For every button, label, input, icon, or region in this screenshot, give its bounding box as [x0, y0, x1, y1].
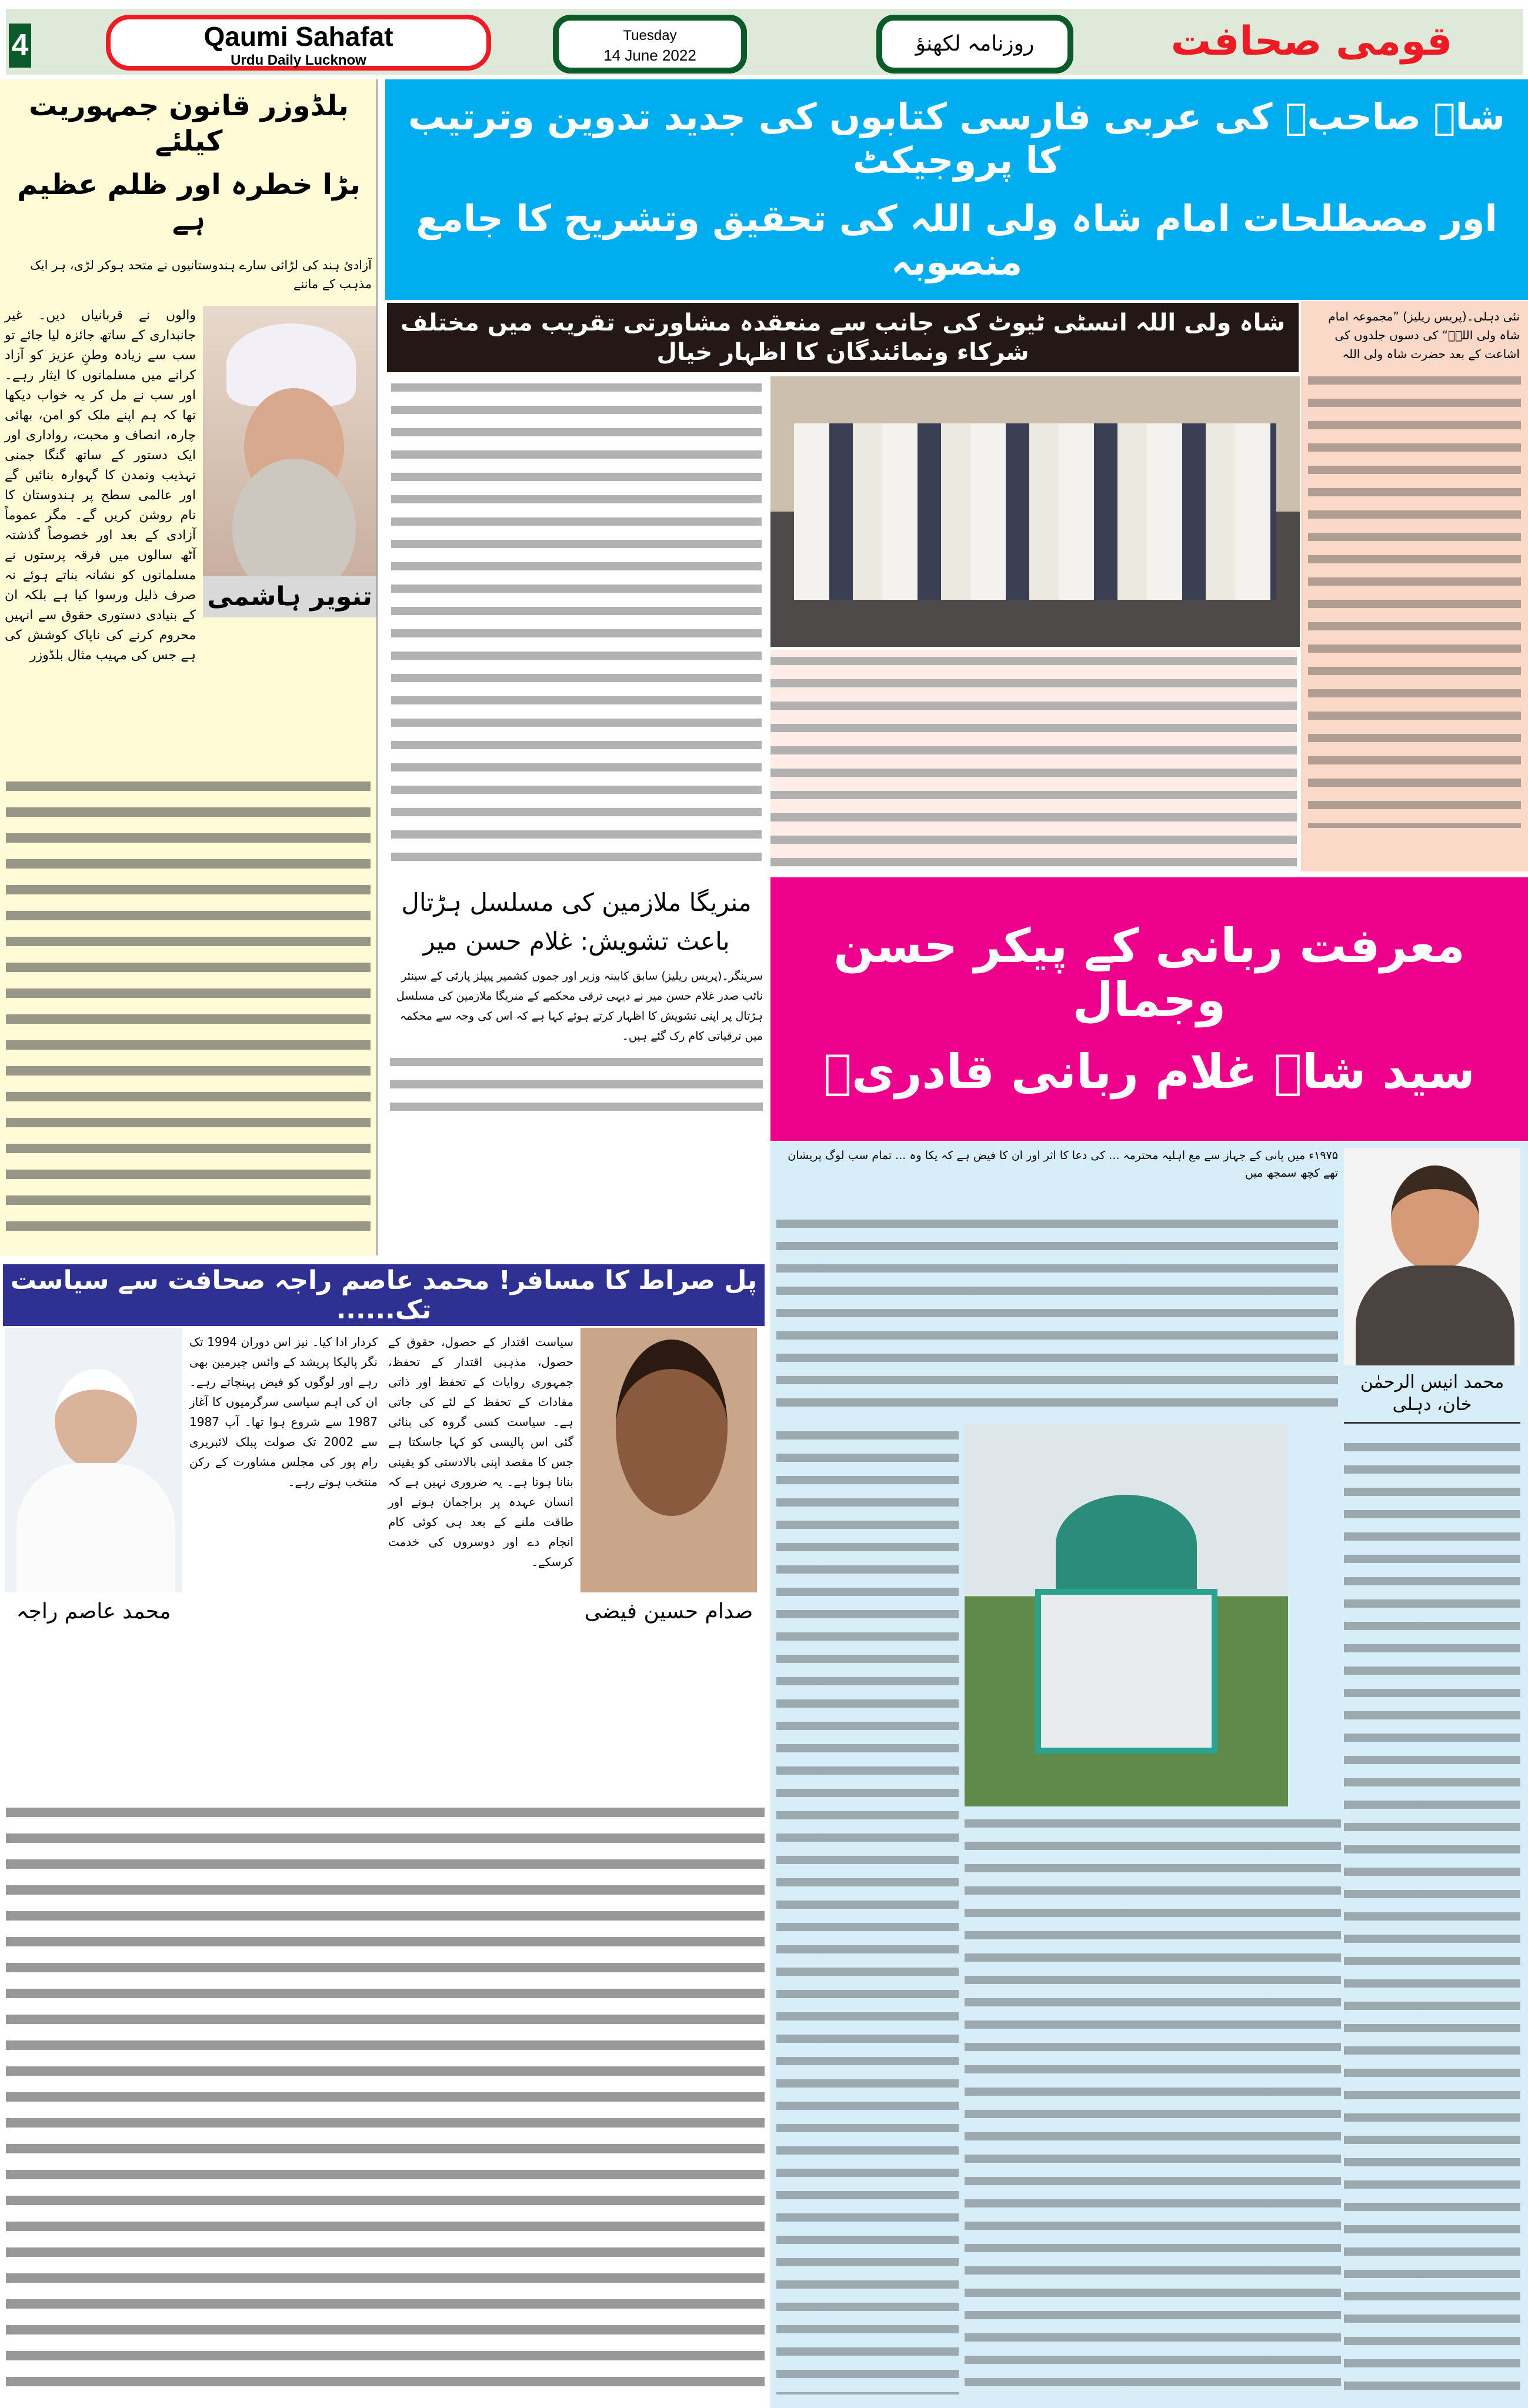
feature-headline-2: سید شاہ غلام ربانی قادریؒ [823, 1044, 1475, 1099]
author-photo-anees-khan [1344, 1148, 1520, 1365]
roznama-box: روزنامہ لکھنؤ [876, 15, 1073, 74]
feature-right-column [1344, 1436, 1520, 2394]
feature-columns-top [776, 1213, 1338, 1418]
bottom-headline: پل صراط کا مسافر! محمد عاصم راجہ صحافت سے سیاست تک...... [3, 1264, 765, 1326]
lead-headline [385, 79, 1528, 300]
lead-headline-2: اور مصطلحات امام شاہ ولی اللہ کی تحقیق وتشریح کا جامع منصوبہ [416, 196, 1497, 283]
mnrega-body-continued [390, 1051, 763, 1116]
shrine-photo [965, 1424, 1288, 1806]
bottom-col-2: کردار ادا کیا۔ نیز اس دوران 1994 تک نگر پالیکا پریشد کے وائس چیرمین بھی رہے اور لوگوں کو فیض پہنچاتے رہے۔ ان کی اہم سیاسی سرگرمیوں کا آغاز 1987 سے شروع ہوا تھا۔ آپ 1987 سے 2002 تک صولت پبلک لائبریری رام پور کی مجلس مشاورت کے رکن منتخب ہوتے رہے۔ [189, 1335, 378, 1489]
photo-saddam-faizi [580, 1328, 757, 1592]
left-article [0, 79, 378, 1255]
caption-asim-raja: محمد عاصم راجہ [16, 1599, 171, 1624]
feature-body [770, 1142, 1528, 2408]
feature-columns-left [776, 1424, 959, 2394]
lead-body-under-photo [770, 650, 1297, 867]
lead-subhead: شاہ ولی اللہ انسٹی ٹیوٹ کی جانب سے منعقدہ مشاورتی تقریب میں مختلف شرکاء ونمائندگان کا اظہار خیال [387, 303, 1299, 372]
page-number: 4 [9, 24, 31, 68]
left-headline-block [6, 88, 372, 238]
english-subtitle: Urdu Daily Lucknow [231, 52, 366, 68]
left-headline-2: بڑا خطرہ اور ظلم عظیم ہے [17, 168, 361, 236]
left-body-continued [6, 773, 371, 1244]
english-title-box [106, 15, 491, 71]
bottom-col-1: سیاست اقتدار کے حصول، حقوق کے حصول، مذہبی اقتدار کے تحفظ، جمہوری روایات کے تحفظ اور ذاتی مفادات کے تحفظ کے لئے کی جاتی ہے۔ سیاست کسی گروہ کی بنائی گئی اس پالیسی کو کہا جاسکتا ہے جس کا مقصد اپنی بالادستی کو یقینی بنانا ہوتا ہے۔ یہ ضروری نہیں ہے کہ انسان عہدہ پر براجمان ہونے اور طاقت ملنے کے بعد ہی کوئی کام انجام دے اور دوسروں کی خدمت کرسکے۔ [388, 1335, 573, 1569]
left-body: والوں نے قربانیاں دیں۔ غیر جانبداری کے ساتھ جائزہ لیا جائے تو سب سے زیادہ وطنِ عزیز کو آزاد کرانے میں مسلمانوں کا ایثار رہے۔ اور سب نے مل کر یہ خواب دیکھا تھا کہ ہم اپنے ملک کو امن، بھائی چارہ، انصاف و محبت، رواداری اور ایک دستور کے ساتھ گنگا جمنی تہذیب وتمدن کا گہوارہ بنائیں گے اور عالمی سطح پر ہندوستان کا نام روشن کریں گے۔ مگر عموماً آزادی کے بعد اور خصوصاً گذشتہ آٹھ سالوں میں فرقہ پرستوں نے مسلمانوں کو نشانہ بناتے ہوئے نہ صرف ذلیل ورسوا کیا ہے بلکہ ان کے بنیادی دستوری حقوق سے انہیں محروم کرنے کی ناپاک کوشش کی ہے جس کی مہیب مثال بلڈوزر [5, 308, 196, 663]
feature-headline [770, 877, 1528, 1141]
lead-right-column [1301, 301, 1528, 871]
day-label: Tuesday [623, 28, 677, 44]
mnrega-body: سرینگر۔(پریس ریلیز) سابق کابینہ وزیر اور جموں کشمیر پیپلز پارٹی کے سینئر نائب صدر غلام حسن میر نے دیہی ترقی محکمے کے منریگا ملازمین کی مسلسل ہڑتال پر اپنی تشویش کا اظہار کرتے ہوئے کہا ہے کہ اس کی وجہ سے محکمہ میں ترقیاتی کام رک گئے ہیں۔ [396, 969, 763, 1043]
author-caption: تنویر ہاشمی [203, 576, 376, 617]
mnrega-headline-1: منریگا ملازمین کی مسلسل ہڑتال [401, 888, 752, 917]
mnrega-article [385, 876, 768, 1253]
date-label: 14 June 2022 [603, 46, 696, 64]
feature-columns-bottom [965, 1812, 1341, 2394]
lead-body-left [391, 376, 762, 864]
lead-headline-1: شاہ صاحبؒ کی عربی فارسی کتابوں کی جدید تدوین وترتیب کا پروجیکٹ [408, 95, 1505, 182]
event-group-photo [770, 376, 1300, 647]
feature-author: محمد انیس الرحمٰن خان، دہلی [1344, 1371, 1520, 1424]
mnrega-headline-2: باعث تشویش: غلام حسن میر [423, 927, 730, 956]
masthead [6, 9, 1523, 75]
photo-asim-raja [5, 1328, 182, 1592]
feature-headline-1: معرفت ربانی کے پیکر حسن وجمال [833, 919, 1465, 1027]
feature-intro: ۱۹۷۵ء میں پانی کے جہاز سے مع اہلیہ محترمہ ... کی دعا کا اثر اور ان کا فیض ہے کہ یکا وہ ... تمام سب لوگ پریشان تھے کچھ سمجھ میں [788, 1149, 1338, 1180]
urdu-title: قومی صحافت [1170, 18, 1453, 65]
lead-dateline: نئی دہلی۔(پریس ریلیز) ”مجموعہ امام شاہ ولی اللہؒ“ کی دسوں جلدوں کی اشاعت کے بعد حضرت شاہ ولی اللہ [1328, 309, 1520, 361]
left-intro: آزادیٔ ہند کی لڑائی سارے ہندوستانیوں نے متحد ہوکر لڑی، ہر ایک مذہب کے ماننے [29, 258, 372, 291]
lead-right-body [1308, 369, 1521, 828]
caption-saddam-faizi: صدام حسین فیضی [584, 1599, 753, 1624]
author-photo-tanveer-hashmi [203, 306, 376, 576]
english-title: Qaumi Sahafat [203, 21, 393, 52]
bottom-body-columns [6, 1799, 765, 2399]
left-headline-1: بلڈوزر قانون جمہوریت کیلئے [29, 89, 349, 158]
date-box [553, 15, 747, 74]
